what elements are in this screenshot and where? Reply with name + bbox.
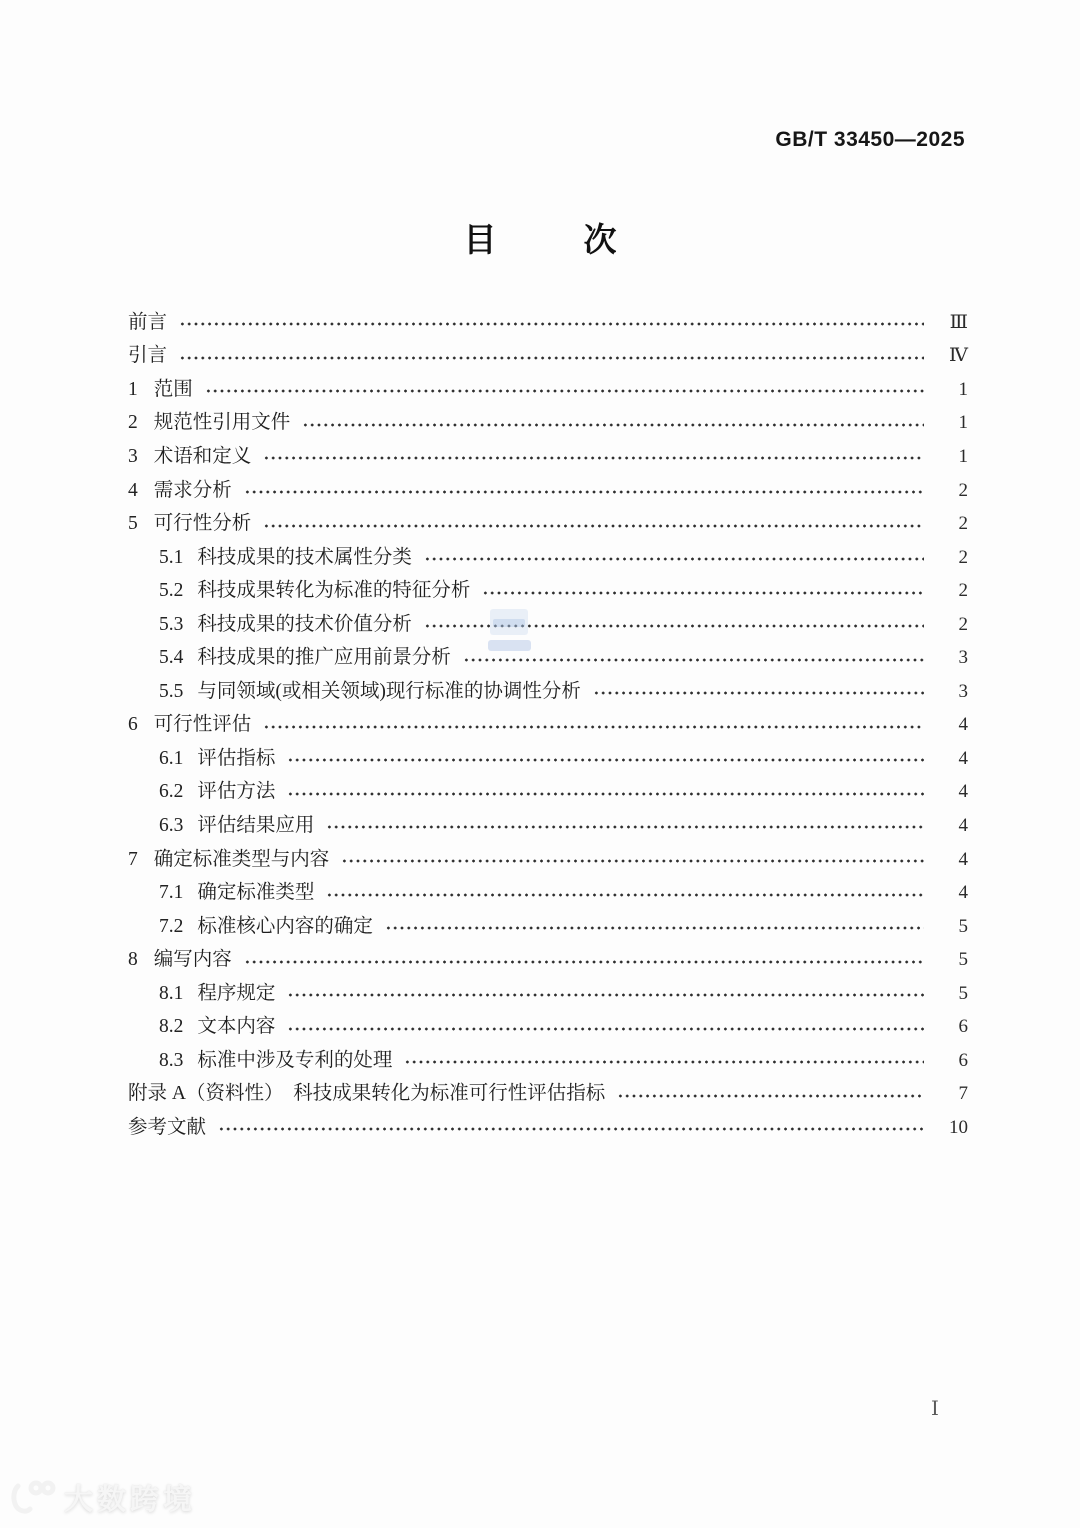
toc-row xyxy=(128,709,968,743)
dot-leader xyxy=(287,985,924,1005)
toc-entry-title: 标准中涉及专利的处理 xyxy=(197,1049,393,1071)
dot-leader xyxy=(205,381,924,401)
toc-page-number: 3 xyxy=(958,680,968,702)
toc-page-number: 4 xyxy=(958,848,968,870)
dot-leader xyxy=(424,616,924,636)
toc-row xyxy=(128,876,968,910)
dot-leader xyxy=(263,717,924,737)
toc-entry-title: 标准核心内容的确定 xyxy=(197,915,373,937)
toc-entry-title: 附录 A（资料性） 科技成果转化为标准可行性评估指标 xyxy=(128,1083,606,1105)
toc-page-number: 1 xyxy=(958,412,968,434)
toc-entry-title: 确定标准类型与内容 xyxy=(153,848,330,870)
dot-leader xyxy=(263,516,924,536)
toc-entry-number: 6.2 xyxy=(159,781,184,803)
footer-page-number: Ⅰ xyxy=(931,1398,939,1420)
toc-page-number: 2 xyxy=(958,546,968,568)
dot-leader xyxy=(463,650,924,670)
toc-entry-number: 8.3 xyxy=(159,1049,184,1071)
dot-leader xyxy=(341,851,924,871)
toc-entry-number: 3 xyxy=(128,445,138,467)
toc-entry-title: 与同领域(或相关领域)现行标准的协调性分析 xyxy=(197,680,581,702)
toc-entry-title: 参考文献 xyxy=(128,1116,207,1138)
toc-row xyxy=(128,1044,968,1078)
toc-entry-title: 范围 xyxy=(153,378,193,400)
toc-entry-number: 7 xyxy=(128,848,138,870)
toc-page-number: Ⅳ xyxy=(949,345,968,367)
toc-row xyxy=(128,1111,968,1145)
dot-leader xyxy=(179,348,924,368)
toc-row xyxy=(128,675,968,709)
toc-entry-title: 编写内容 xyxy=(153,949,232,971)
toc-row xyxy=(128,1010,968,1044)
toc-entry-number: 5.5 xyxy=(159,680,184,702)
toc-row xyxy=(128,977,968,1011)
toc-row xyxy=(128,809,968,843)
toc-entry-title: 科技成果的推广应用前景分析 xyxy=(197,647,451,669)
toc-page-number: 4 xyxy=(958,781,968,803)
toc-page-number: 4 xyxy=(958,714,968,736)
toc-page-number: 10 xyxy=(949,1116,968,1138)
toc-page-number: 7 xyxy=(958,1083,968,1105)
toc-row xyxy=(128,910,968,944)
toc-entry-number: 5.3 xyxy=(159,613,184,635)
toc-row xyxy=(128,407,968,441)
dot-leader xyxy=(326,817,924,837)
toc-entry-number: 5 xyxy=(128,513,138,535)
toc-entry-title: 可行性评估 xyxy=(153,714,252,736)
dot-leader xyxy=(287,750,924,770)
page-title: 目 次 xyxy=(463,221,644,258)
toc-entry-title: 规范性引用文件 xyxy=(153,412,291,434)
dot-leader xyxy=(244,482,924,502)
toc-row xyxy=(128,742,968,776)
toc-row xyxy=(128,641,968,675)
toc-page-number: 4 xyxy=(958,882,968,904)
dot-leader xyxy=(404,1052,924,1072)
toc-entry-title: 科技成果的技术价值分析 xyxy=(197,613,412,635)
dot-leader xyxy=(617,1086,924,1106)
toc-page-number: 1 xyxy=(958,445,968,467)
toc-row xyxy=(128,306,968,340)
dot-leader xyxy=(244,952,924,972)
toc-row xyxy=(128,474,968,508)
toc-row xyxy=(128,373,968,407)
toc-entry-number: 6.1 xyxy=(159,747,184,769)
toc-entry-title: 评估结果应用 xyxy=(197,814,315,836)
toc-entry-title: 程序规定 xyxy=(197,982,276,1004)
toc-page-number: 2 xyxy=(958,479,968,501)
toc-entry-title: 确定标准类型 xyxy=(197,882,315,904)
toc-page-number: 4 xyxy=(958,814,968,836)
toc-row xyxy=(128,574,968,608)
dot-leader xyxy=(218,1119,924,1139)
toc-entry-number: 6.3 xyxy=(159,814,184,836)
toc-row xyxy=(128,608,968,642)
toc-row xyxy=(128,440,968,474)
dot-leader xyxy=(302,415,924,435)
toc-page-number: 2 xyxy=(958,613,968,635)
dot-leader xyxy=(263,448,924,468)
dot-leader xyxy=(179,314,924,334)
toc-entry-number: 8.1 xyxy=(159,982,184,1004)
toc-page-number: 3 xyxy=(958,647,968,669)
toc-entry-number: 4 xyxy=(128,479,138,501)
dot-leader xyxy=(482,583,924,603)
toc-page-number: 2 xyxy=(958,513,968,535)
table-of-contents xyxy=(128,306,968,1145)
toc-row xyxy=(128,541,968,575)
toc-row xyxy=(128,843,968,877)
toc-entry-number: 2 xyxy=(128,412,138,434)
toc-page-number: 2 xyxy=(958,580,968,602)
toc-row xyxy=(128,507,968,541)
toc-entry-number: 1 xyxy=(128,378,138,400)
toc-page-number: 5 xyxy=(958,915,968,937)
dot-leader xyxy=(424,549,924,569)
toc-entry-number: 7.2 xyxy=(159,915,184,937)
dot-leader xyxy=(287,784,924,804)
toc-entry-number: 8 xyxy=(128,949,138,971)
dot-leader xyxy=(385,918,924,938)
toc-entry-title: 评估指标 xyxy=(197,747,276,769)
toc-page-number: 5 xyxy=(958,982,968,1004)
toc-entry-number: 6 xyxy=(128,714,138,736)
toc-page-number: Ⅲ xyxy=(949,311,968,333)
toc-entry-title: 科技成果的技术属性分类 xyxy=(197,546,412,568)
toc-entry-title: 文本内容 xyxy=(197,1016,276,1038)
toc-entry-number: 8.2 xyxy=(159,1016,184,1038)
toc-entry-title: 可行性分析 xyxy=(153,513,252,535)
dot-leader xyxy=(593,683,924,703)
toc-entry-title: 评估方法 xyxy=(197,781,276,803)
toc-entry-number: 5.1 xyxy=(159,546,184,568)
toc-page-number: 6 xyxy=(958,1049,968,1071)
toc-entry-title: 前言 xyxy=(128,311,168,333)
toc-entry-title: 需求分析 xyxy=(153,479,232,501)
standard-code: GB/T 33450—2025 xyxy=(775,128,965,151)
toc-row xyxy=(128,943,968,977)
toc-row xyxy=(128,340,968,374)
toc-entry-number: 5.2 xyxy=(159,580,184,602)
toc-entry-title: 引言 xyxy=(128,345,168,367)
toc-entry-number: 5.4 xyxy=(159,647,184,669)
toc-entry-title: 科技成果转化为标准的特征分析 xyxy=(197,580,471,602)
toc-page-number: 4 xyxy=(958,747,968,769)
toc-page-number: 6 xyxy=(958,1016,968,1038)
toc-row xyxy=(128,776,968,810)
toc-page-number: 1 xyxy=(958,378,968,400)
dot-leader xyxy=(326,885,924,905)
brand-watermark-logo-icon xyxy=(10,1476,56,1518)
brand-watermark xyxy=(10,1476,196,1518)
toc-row xyxy=(128,1078,968,1112)
toc-page-number: 5 xyxy=(958,949,968,971)
toc-entry-title: 术语和定义 xyxy=(153,445,252,467)
brand-watermark-text: 大数跨境 xyxy=(64,1483,197,1516)
dot-leader xyxy=(287,1019,924,1039)
toc-entry-number: 7.1 xyxy=(159,882,184,904)
